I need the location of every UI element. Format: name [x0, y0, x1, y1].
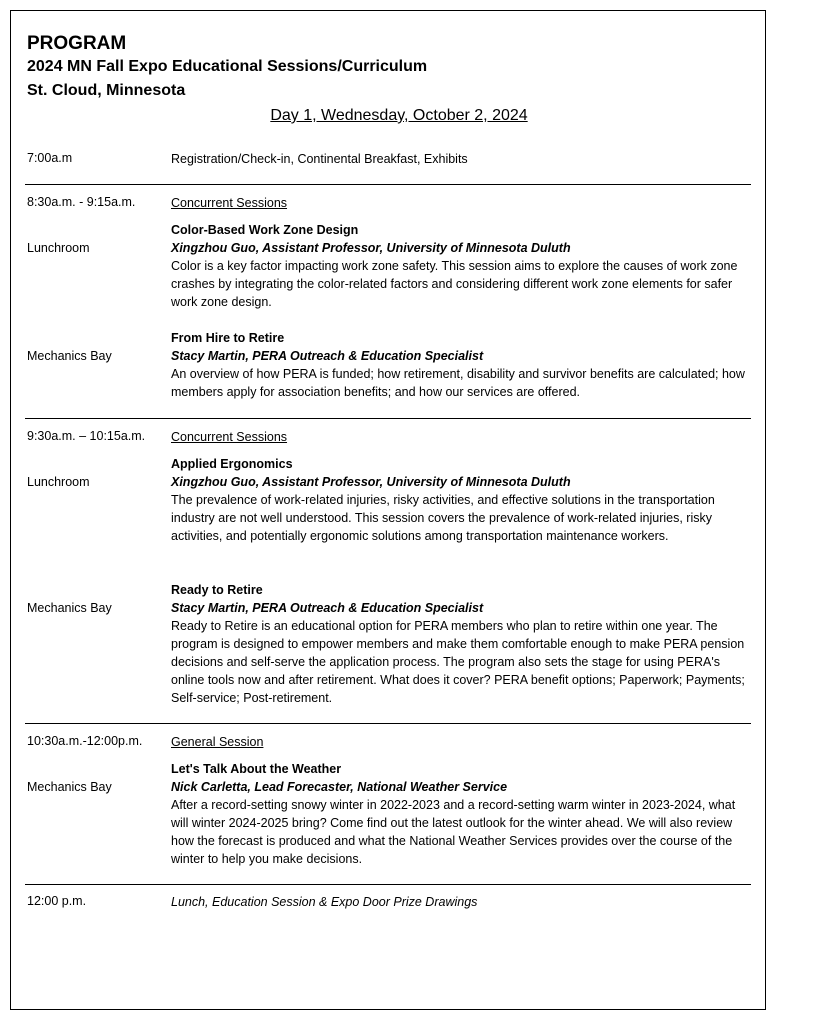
event-subtitle: 2024 MN Fall Expo Educational Sessions/Curriculum: [27, 58, 428, 75]
session-block: [171, 329, 749, 401]
session-location: Mechanics Bay: [27, 349, 112, 363]
day-heading: Day 1, Wednesday, October 2, 2024: [270, 107, 528, 124]
schedule-row: [25, 419, 751, 724]
session-location: Mechanics Bay: [27, 601, 112, 615]
session-type: Concurrent Sessions: [171, 196, 288, 210]
program-page: [10, 10, 766, 1010]
schedule-row: [25, 145, 751, 185]
page-title: PROGRAM: [27, 33, 127, 54]
session-heading: [171, 194, 749, 212]
session-title: Color-Based Work Zone Design: [171, 223, 359, 237]
speaker-line: Nick Carletta, Lead Forecaster, National Weather Service: [171, 780, 508, 794]
session-location: Lunchroom: [27, 241, 90, 255]
schedule-row: [25, 724, 751, 885]
speaker-line: Stacy Martin, PERA Outreach & Education Specialist: [171, 349, 484, 363]
activity-text: Lunch, Education Session & Expo Door Prize Drawings: [171, 895, 478, 909]
time-slot: 10:30a.m.-12:00p.m.: [27, 734, 143, 748]
session-location: Mechanics Bay: [27, 780, 112, 794]
session-block: [171, 581, 749, 707]
session-heading: [171, 428, 749, 446]
session-description: An overview of how PERA is funded; how retirement, disability and survivor benefits are calculated; how members apply for association benefits; and how our services are offered.: [171, 367, 745, 399]
session-block: [171, 455, 749, 545]
session-heading: [171, 733, 749, 751]
session-type: General Session: [171, 735, 264, 749]
session-type: Concurrent Sessions: [171, 430, 288, 444]
time-slot: 8:30a.m. - 9:15a.m.: [27, 195, 136, 209]
time-slot: 7:00a.m: [27, 151, 73, 165]
speaker-line: Stacy Martin, PERA Outreach & Education Specialist: [171, 601, 484, 615]
session-title: From Hire to Retire: [171, 331, 285, 345]
schedule-row: [25, 185, 751, 419]
session-description: After a record-setting snowy winter in 2022-2023 and a record-setting warm winter in 2023-2024, what will winter 2024-2025 bring? Come find out the latest outlook for the winter ahead. We will also review how the forecast is produced and what the National Weather Services provides over the course of the winter to help you make decisions.: [171, 798, 736, 866]
activity-text: Registration/Check-in, Continental Breakfast, Exhibits: [171, 152, 468, 166]
session-description: Ready to Retire is an educational option for PERA members who plan to retire within one year. The program is designed to empower members and make them comfortable enough to make PERA pension decisions and self-serve the application process. The program also sets the stage for using PERA's online tools now and after retirement. What does it cover? PERA benefit options; Paperwork; Payments; Self-service; Post-retirement.: [171, 619, 745, 705]
schedule-row: [25, 885, 751, 925]
speaker-line: Xingzhou Guo, Assistant Professor, University of Minnesota Duluth: [171, 241, 571, 255]
session-block: [171, 760, 749, 868]
session-description: The prevalence of work-related injuries, risky activities, and effective solutions in the transportation industry are not well understood. This session covers the prevalence of work-related injuries, risky activities, and potentially ergonomic solutions among transportation maintenance workers.: [171, 493, 715, 543]
session-block: [171, 221, 749, 311]
session-title: Ready to Retire: [171, 583, 263, 597]
event-location: St. Cloud, Minnesota: [27, 82, 186, 99]
session-title: Applied Ergonomics: [171, 457, 293, 471]
session-description: Color is a key factor impacting work zone safety. This session aims to explore the causes of work zone crashes by integrating the color-related factors and considering different work zone elements for safer work zone design.: [171, 259, 738, 309]
time-slot: 12:00 p.m.: [27, 894, 87, 908]
speaker-line: Xingzhou Guo, Assistant Professor, University of Minnesota Duluth: [171, 475, 571, 489]
session-location: Lunchroom: [27, 475, 90, 489]
session-title: Let's Talk About the Weather: [171, 762, 342, 776]
time-slot: 9:30a.m. – 10:15a.m.: [27, 429, 146, 443]
